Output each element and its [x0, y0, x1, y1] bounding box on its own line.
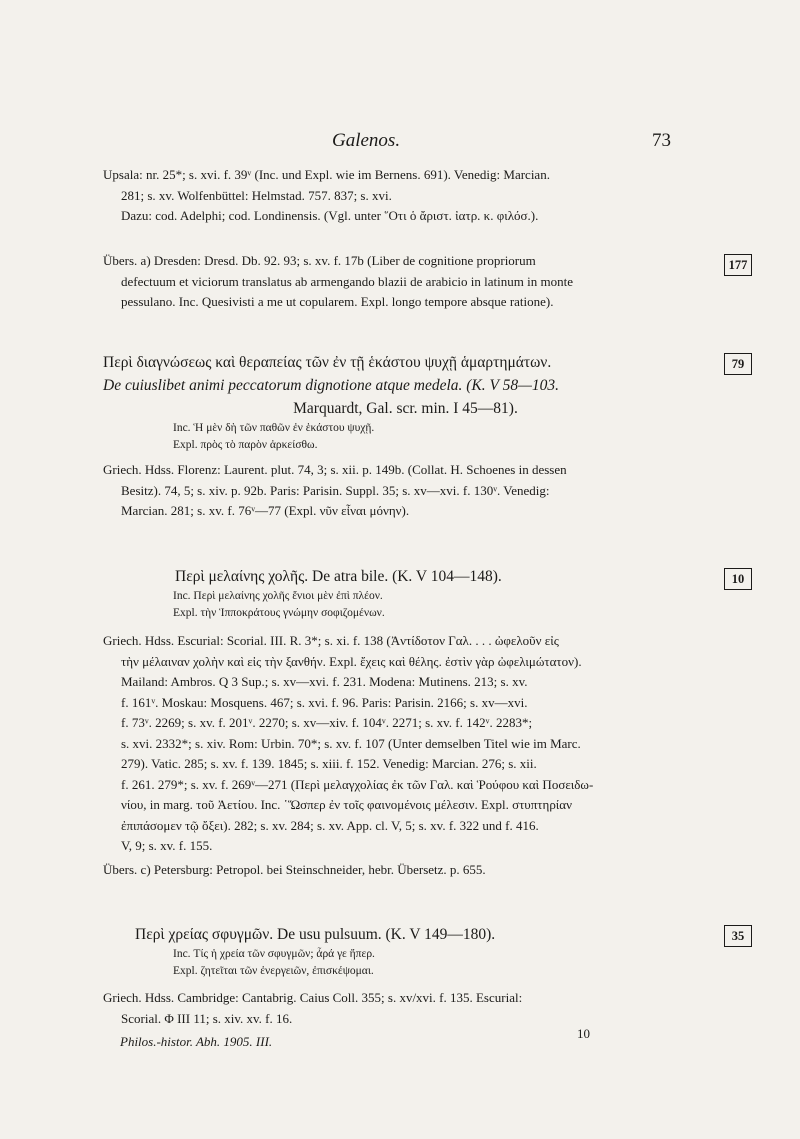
incipit: Inc. Περὶ μελαίνης χολῆς ἔνιοι μὲν ἐπὶ πλέον. — [173, 590, 383, 602]
text-line: Übers. a) Dresden: Dresd. Db. 92. 93; s. xv. f. 17b (Liber de cognitione propriorum — [103, 253, 536, 268]
section-number-badge: 35 — [724, 925, 752, 947]
explicit: Expl. ζητεῖται τῶν ἐνεργειῶν, ἐπισκέψομαι. — [173, 965, 374, 977]
text-line: 281; s. xv. Wolfenbüttel: Helmstad. 757. 837; s. xvi. — [121, 187, 392, 203]
text-line: f. 261. 279*; s. xv. f. 269ᵛ—271 (Περὶ μελαγχολίας ἐκ τῶν Γαλ. καὶ Ῥούφου καὶ Ποσειδω- — [121, 776, 594, 792]
text-line: V, 9; s. xv. f. 155. — [121, 838, 213, 853]
text-line: 279). Vatic. 285; s. xv. f. 139. 1845; s. xiii. f. 152. Venedig: Marcian. 276; s. xii. — [121, 756, 537, 771]
text-line: Griech. Hdss. Cambridge: Cantabrig. Caius Coll. 355; s. xv/xvi. f. 135. Escurial: — [103, 990, 523, 1005]
work-title-latin: De cuiuslibet animi peccatorum dignotione atque medela. (K. V 58—103. — [103, 377, 560, 394]
work-entry-de-animi-peccatorum — [103, 351, 745, 454]
text-line: defectuum et viciorum translatus ab armengando blazii de arabicio in latinum in monte — [121, 273, 573, 289]
text-line: Besitz). 74, 5; s. xiv. p. 92b. Paris: Parisin. Suppl. 35; s. xv—xvi. f. 130ᵛ. Venedig: — [121, 482, 550, 498]
manuscript-list-upsala — [103, 165, 708, 227]
text-line: τὴν μέλαιναν χολὴν καὶ εἰς τὴν ξανθήν. Expl. ἔχεις καὶ θέλης. ἐστὶν γὰρ ὠφελιμώτατον). — [121, 653, 582, 669]
text-line: f. 73ᵛ. 2269; s. xv. f. 201ᵛ. 2270; s. xv—xiv. f. 104ᵛ. 2271; s. xv. f. 142ᵛ. 2283*; — [121, 715, 533, 730]
text-line: Scorial. Φ III 11; s. xiv. xv. f. 16. — [121, 1010, 293, 1026]
footer-signature: 10 — [577, 1026, 590, 1041]
text-line: Übers. c) Petersburg: Petropol. bei Steinschneider, hebr. Übersetz. p. 655. — [103, 862, 486, 877]
work-title: Περὶ μελαίνης χολῆς. De atra bile. (K. V 104—148). — [175, 568, 502, 585]
text-line: pessulano. Inc. Quesivisti a me ut copularem. Expl. longo tempore absque ratione). — [121, 294, 554, 309]
explicit: Expl. τὴν Ἱπποκράτους γνώμην σοφιζομένων. — [173, 607, 385, 619]
translation-petersburg — [103, 860, 708, 881]
greek-manuscripts-florenz — [103, 460, 708, 522]
footer-series: Philos.-histor. Abh. 1905. III. — [120, 1034, 273, 1049]
work-title-greek: Περὶ διαγνώσεως καὶ θεραπείας τῶν ἐν τῇ ἑκάστου ψυχῇ ἁμαρτημάτων. — [103, 354, 552, 371]
greek-manuscripts-cambridge — [103, 988, 708, 1029]
text-line: Upsala: nr. 25*; s. xvi. f. 39ᵛ (Inc. und Expl. wie im Bernens. 691). Venedig: Marcian. — [103, 167, 550, 182]
text-line: f. 161ᵛ. Moskau: Mosquens. 467; s. xvi. f. 96. Paris: Parisin. 2166; s. xv—xvi. — [121, 694, 528, 710]
work-entry-de-usu-pulsuum — [103, 923, 745, 980]
work-edition-ref: Marquardt, Gal. scr. min. I 45—81). — [293, 400, 518, 417]
incipit: Inc. Ἡ μὲν δὴ τῶν παθῶν ἐν ἑκάστου ψυχῇ. — [173, 422, 375, 434]
text-line: Dazu: cod. Adelphi; cod. Londinensis. (Vgl. unter ῞Οτι ὁ ἄριστ. ἰατρ. κ. φιλόσ.). — [121, 208, 539, 223]
text-line: νίου, in marg. τοῦ Ἀετίου. Inc. ῾Ὥσπερ ἐν τοῖς φαινομένοις μέλεσιν. Expl. στυπτηρίαν — [121, 797, 572, 812]
text-line: Marcian. 281; s. xv. f. 76ᵛ—77 (Expl. νῦν εἶναι μόνην). — [121, 503, 410, 518]
running-head-title: Galenos. — [332, 130, 401, 151]
text-line: ἐπιπάσομεν τῷ ὄξει). 282; s. xv. 284; s. xv. App. cl. V, 5; s. xv. f. 322 und f. 416. — [121, 817, 539, 833]
greek-manuscripts-escurial — [103, 631, 708, 857]
work-entry-de-atra-bile — [103, 565, 745, 622]
text-line: Griech. Hdss. Florenz: Laurent. plut. 74, 3; s. xii. p. 149b. (Collat. H. Schoenes in dessen — [103, 462, 567, 477]
explicit: Expl. πρὸς τὸ παρὸν ἀρκείσθω. — [173, 439, 318, 451]
section-number-badge: 177 — [724, 254, 752, 276]
page-number: 73 — [652, 130, 671, 151]
text-line: Mailand: Ambros. Q 3 Sup.; s. xv—xvi. f. 231. Modena: Mutinens. 213; s. xv. — [121, 674, 528, 689]
incipit: Inc. Τίς ἡ χρεία τῶν σφυγμῶν; ἆρά γε ἥπερ. — [173, 948, 375, 960]
text-line: s. xvi. 2332*; s. xiv. Rom: Urbin. 70*; s. xv. f. 107 (Unter demselben Titel wie im Marc. — [121, 735, 581, 751]
section-number-badge: 79 — [724, 353, 752, 375]
text-line: Griech. Hdss. Escurial: Scorial. III. R. 3*; s. xi. f. 138 (Ἀντίδοτον Γαλ. . . . ὠφελοῦν εἰς — [103, 633, 559, 648]
translation-dresden — [103, 251, 748, 313]
work-title: Περὶ χρείας σφυγμῶν. De usu pulsuum. (K. V 149—180). — [135, 926, 496, 943]
section-number-badge: 10 — [724, 568, 752, 590]
